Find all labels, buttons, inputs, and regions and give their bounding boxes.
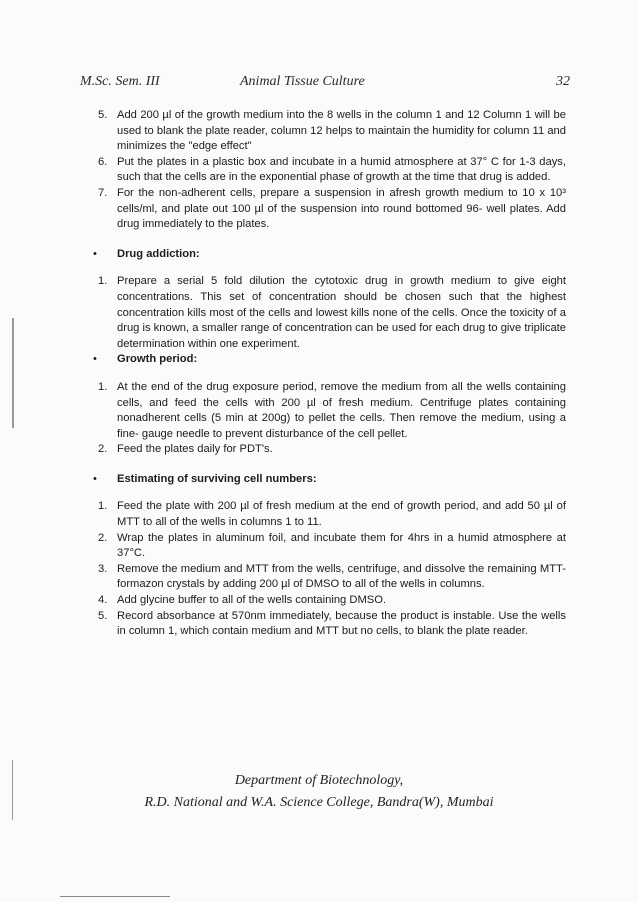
item-text: Add glycine buffer to all of the wells containing DMSO. [117,594,387,607]
item-text: At the end of the drug exposure period, remove the medium from all the wells containing cells, and feed the cells with 200 µl of fresh medium. Centrifuge plates containing nonadherent cells (5 min at 200g) to pellet the cells. Then remove the medium, using a fine- gauge needle to prevent disturbance of the cell pellet. [117,380,566,440]
item-number: 6. [98,155,108,168]
list-item [90,531,566,562]
item-text: Record absorbance at 570nm immediately, because the product is instable. Use the wells in column 1, which contain medium and MTT but no cells, to blank the plate reader. [117,609,566,638]
section-title: Drug addiction: [117,247,200,260]
page-footer [0,770,638,814]
item-number: 1. [98,380,108,393]
section-title: Estimating of surviving cell numbers: [117,472,317,485]
item-text: Put the plates in a plastic box and incubate in a humid atmosphere at 37° C for 1-3 days, such that the cells are in the exponential phase of growth at the time that drug is added. [117,155,566,184]
item-number: 4. [98,594,108,607]
list-item [90,499,566,530]
section-title: Growth period: [117,353,198,366]
item-number: 5. [98,609,108,622]
item-number: 5. [98,109,108,121]
item-number: 7. [98,186,108,199]
list-item [90,442,566,458]
list-item [90,609,566,640]
section-heading-estimating [90,472,566,488]
item-number: 1. [98,275,108,288]
page-number: 32 [556,74,570,89]
bullet-icon: • [93,472,97,485]
list-item [90,108,566,155]
item-number: 3. [98,562,108,575]
item-text: Feed the plate with 200 µl of fresh medium at the end of growth period, and add 50 µl of MTT to all of the wells in columns 1 to 11. [117,500,566,529]
section-heading-growth [90,352,566,368]
list-item [90,380,566,442]
footer-department: Department of Biotechnology, [234,773,404,788]
scan-edge-mark [12,760,13,820]
item-text: Feed the plates daily for PDT's. [117,443,273,456]
course-label: M.Sc. Sem. III [80,74,160,89]
list-item [90,562,566,593]
item-text: Wrap the plates in aluminum foil, and incubate them for 4hrs in a humid atmosphere at 37°C. [117,531,566,560]
list-item [90,274,566,352]
item-text: Add 200 µl of the growth medium into the 8 wells in the column 1 and 12 Column 1 will be used to blank the plate reader, column 12 helps to maintain the humidity for column 11 and minimizes the "edge effect" [117,109,566,153]
item-text: Prepare a serial 5 fold dilution the cytotoxic drug in growth medium to give eight concentrations. This set of concentration should be chosen such that the highest concentration kills most of the cells and lowest kills none of the cells. Once the toxicity of a drug is known, a smaller range of concentration can be used for each drug to give triplicate determination within one experiment. [117,275,566,350]
subject-title: Animal Tissue Culture [240,74,365,89]
footer-college: R.D. National and W.A. Science College, Bandra(W), Mumbai [144,795,494,810]
item-text: Remove the medium and MTT from the wells, centrifuge, and dissolve the remaining MTT-formazon crystals by adding 200 µl of DMSO to all of the wells in columns. [117,562,566,591]
list-item [90,593,566,609]
scan-edge-mark [12,318,14,428]
scan-bottom-line [60,896,170,897]
page-content [90,108,566,640]
item-text: For the non-adherent cells, prepare a suspension in afresh growth medium to 10 x 10³ cells/ml, and plate out 100 µl of the suspension into round bottomed 96- well plates. Add drug immediately to the plates. [117,186,566,231]
list-item [90,186,566,233]
bullet-icon: • [93,353,97,366]
item-number: 2. [98,531,108,544]
list-item [90,155,566,186]
bullet-icon: • [93,247,97,260]
item-number: 2. [98,443,108,456]
section-heading-drug [90,247,566,263]
page-header [80,74,570,96]
item-number: 1. [98,500,108,513]
